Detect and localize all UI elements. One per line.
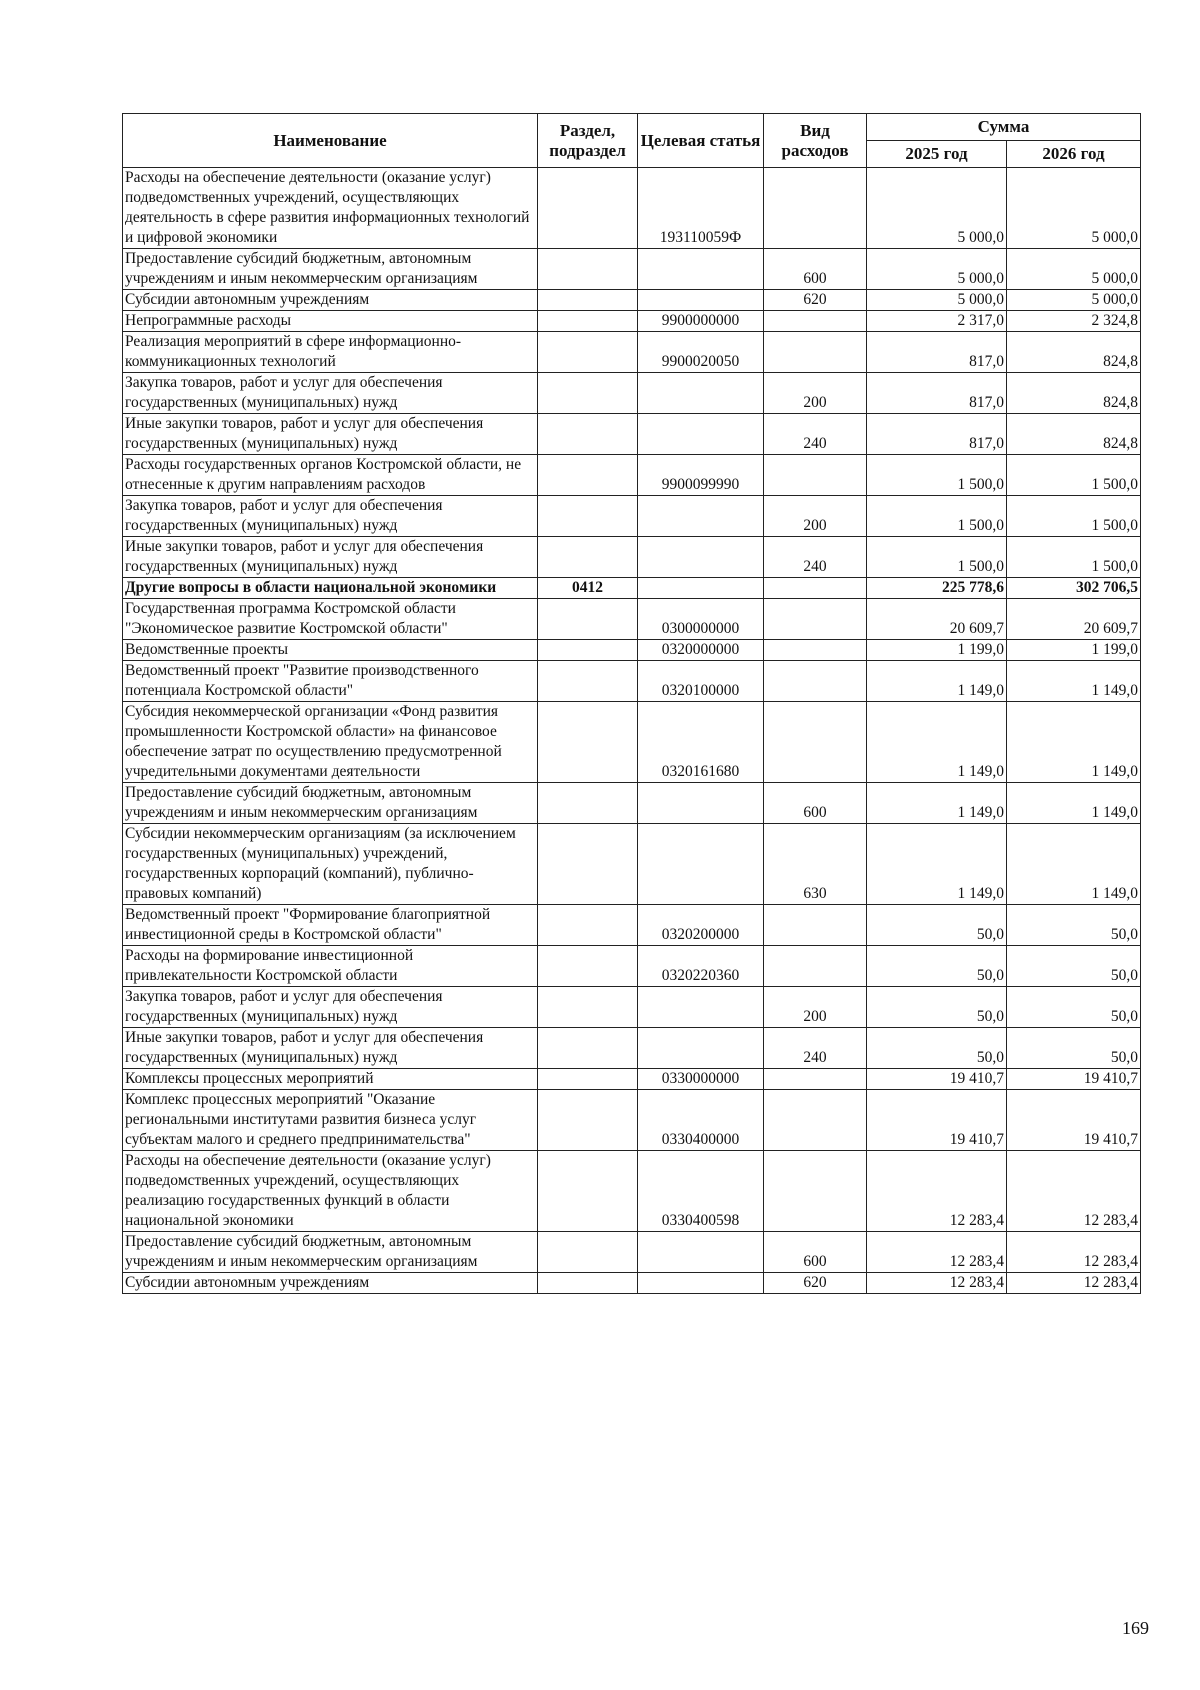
- cell-name: Комплексы процессных мероприятий: [123, 1069, 538, 1090]
- cell-name: Расходы на формирование инвестиционной привлекательности Костромской области: [123, 946, 538, 987]
- cell-article: [638, 578, 764, 599]
- cell-section: [538, 168, 638, 249]
- cell-2025: 1 149,0: [867, 783, 1007, 824]
- cell-expense-type: [764, 311, 867, 332]
- table-row: [123, 168, 1141, 249]
- cell-article: 0330400598: [638, 1151, 764, 1232]
- cell-section: [538, 1151, 638, 1232]
- table-row: [123, 946, 1141, 987]
- cell-name: Закупка товаров, работ и услуг для обеспечения государственных (муниципальных) нужд: [123, 496, 538, 537]
- cell-section: [538, 1273, 638, 1294]
- cell-name: Ведомственные проекты: [123, 640, 538, 661]
- cell-2026: 1 149,0: [1007, 824, 1141, 905]
- cell-2026: 12 283,4: [1007, 1273, 1141, 1294]
- cell-2025: 50,0: [867, 987, 1007, 1028]
- cell-2026: 50,0: [1007, 905, 1141, 946]
- cell-expense-type: [764, 168, 867, 249]
- table-row: [123, 290, 1141, 311]
- cell-article: [638, 290, 764, 311]
- cell-expense-type: [764, 578, 867, 599]
- cell-name: Закупка товаров, работ и услуг для обеспечения государственных (муниципальных) нужд: [123, 987, 538, 1028]
- header-sum: Сумма: [867, 114, 1141, 141]
- table-row: [123, 599, 1141, 640]
- cell-section: [538, 702, 638, 783]
- cell-article: [638, 249, 764, 290]
- cell-expense-type: 240: [764, 1028, 867, 1069]
- cell-name: Ведомственный проект "Развитие производственного потенциала Костромской области": [123, 661, 538, 702]
- cell-article: 9900000000: [638, 311, 764, 332]
- cell-section: [538, 1232, 638, 1273]
- cell-expense-type: 620: [764, 290, 867, 311]
- table-row: [123, 661, 1141, 702]
- cell-name: Предоставление субсидий бюджетным, автономным учреждениям и иным некоммерческим организациям: [123, 783, 538, 824]
- cell-section: [538, 905, 638, 946]
- cell-2026: 2 324,8: [1007, 311, 1141, 332]
- cell-article: [638, 1232, 764, 1273]
- table-row: [123, 640, 1141, 661]
- header-year-2025: 2025 год: [867, 141, 1007, 168]
- cell-2025: 1 500,0: [867, 455, 1007, 496]
- cell-name: Государственная программа Костромской области "Экономическое развитие Костромской области": [123, 599, 538, 640]
- cell-section: [538, 987, 638, 1028]
- cell-2025: 12 283,4: [867, 1151, 1007, 1232]
- cell-section: [538, 661, 638, 702]
- cell-section: [538, 783, 638, 824]
- cell-section: [538, 824, 638, 905]
- budget-table: [122, 113, 1141, 1294]
- cell-2025: 50,0: [867, 905, 1007, 946]
- cell-article: 0330400000: [638, 1090, 764, 1151]
- table-row: [123, 1028, 1141, 1069]
- cell-expense-type: 240: [764, 537, 867, 578]
- cell-2025: 12 283,4: [867, 1273, 1007, 1294]
- cell-name: Иные закупки товаров, работ и услуг для обеспечения государственных (муниципальных) нужд: [123, 414, 538, 455]
- cell-article: [638, 783, 764, 824]
- cell-name: Предоставление субсидий бюджетным, автономным учреждениям и иным некоммерческим организациям: [123, 249, 538, 290]
- table-row: [123, 1232, 1141, 1273]
- cell-article: [638, 414, 764, 455]
- cell-section: [538, 599, 638, 640]
- cell-2026: 12 283,4: [1007, 1232, 1141, 1273]
- cell-expense-type: 600: [764, 1232, 867, 1273]
- cell-2025: 1 199,0: [867, 640, 1007, 661]
- cell-article: 0320161680: [638, 702, 764, 783]
- cell-2026: 12 283,4: [1007, 1151, 1141, 1232]
- table-row: [123, 455, 1141, 496]
- cell-2025: 19 410,7: [867, 1069, 1007, 1090]
- table-row: [123, 1151, 1141, 1232]
- cell-2026: 1 500,0: [1007, 496, 1141, 537]
- cell-2026: 1 149,0: [1007, 702, 1141, 783]
- cell-expense-type: [764, 946, 867, 987]
- cell-article: [638, 496, 764, 537]
- cell-2026: 824,8: [1007, 332, 1141, 373]
- table-row: [123, 702, 1141, 783]
- cell-2026: 5 000,0: [1007, 168, 1141, 249]
- cell-name: Другие вопросы в области национальной экономики: [123, 578, 538, 599]
- table-row: [123, 987, 1141, 1028]
- table-row: [123, 332, 1141, 373]
- cell-expense-type: 620: [764, 1273, 867, 1294]
- cell-article: [638, 824, 764, 905]
- cell-expense-type: 630: [764, 824, 867, 905]
- cell-2025: 12 283,4: [867, 1232, 1007, 1273]
- cell-section: [538, 249, 638, 290]
- cell-name: Комплекс процессных мероприятий "Оказание региональными институтами развития бизнеса услуг субъектам малого и среднего предпринимательства": [123, 1090, 538, 1151]
- cell-section: [538, 946, 638, 987]
- table-row: [123, 373, 1141, 414]
- cell-article: 0320200000: [638, 905, 764, 946]
- table-row: [123, 1069, 1141, 1090]
- cell-expense-type: [764, 702, 867, 783]
- cell-name: Субсидии автономным учреждениям: [123, 1273, 538, 1294]
- cell-name: Субсидии некоммерческим организациям (за исключением государственных (муниципальных) учреждений, государственных корпораций (компаний), публично-правовых компаний): [123, 824, 538, 905]
- cell-expense-type: [764, 1069, 867, 1090]
- cell-2026: 1 149,0: [1007, 661, 1141, 702]
- cell-2026: 50,0: [1007, 946, 1141, 987]
- cell-expense-type: [764, 661, 867, 702]
- cell-2025: 1 149,0: [867, 661, 1007, 702]
- cell-2025: 2 317,0: [867, 311, 1007, 332]
- cell-expense-type: [764, 1151, 867, 1232]
- cell-name: Непрограммные расходы: [123, 311, 538, 332]
- cell-expense-type: [764, 599, 867, 640]
- cell-expense-type: 600: [764, 249, 867, 290]
- cell-name: Иные закупки товаров, работ и услуг для обеспечения государственных (муниципальных) нужд: [123, 537, 538, 578]
- cell-2026: 5 000,0: [1007, 249, 1141, 290]
- cell-2025: 5 000,0: [867, 290, 1007, 311]
- header-name: Наименование: [123, 114, 538, 168]
- table-body: [123, 168, 1141, 1294]
- cell-2026: 20 609,7: [1007, 599, 1141, 640]
- cell-expense-type: [764, 1090, 867, 1151]
- cell-expense-type: [764, 332, 867, 373]
- cell-section: [538, 537, 638, 578]
- cell-expense-type: 200: [764, 496, 867, 537]
- table-row: [123, 537, 1141, 578]
- cell-2025: 20 609,7: [867, 599, 1007, 640]
- cell-section: [538, 640, 638, 661]
- cell-expense-type: 600: [764, 783, 867, 824]
- cell-section: [538, 455, 638, 496]
- cell-article: 9900099990: [638, 455, 764, 496]
- cell-2026: 302 706,5: [1007, 578, 1141, 599]
- cell-2025: 1 500,0: [867, 496, 1007, 537]
- cell-expense-type: 200: [764, 373, 867, 414]
- page-number: 169: [1122, 1618, 1149, 1638]
- cell-article: [638, 1028, 764, 1069]
- cell-2026: 1 149,0: [1007, 783, 1141, 824]
- cell-2025: 5 000,0: [867, 168, 1007, 249]
- table-row: [123, 496, 1141, 537]
- cell-2026: 1 500,0: [1007, 537, 1141, 578]
- table-row: [123, 824, 1141, 905]
- cell-section: [538, 332, 638, 373]
- cell-2026: 824,8: [1007, 373, 1141, 414]
- table-row: [123, 249, 1141, 290]
- cell-expense-type: 200: [764, 987, 867, 1028]
- header-expense-type: Вид расходов: [764, 114, 867, 168]
- cell-expense-type: [764, 905, 867, 946]
- cell-article: 0320000000: [638, 640, 764, 661]
- table-row: [123, 905, 1141, 946]
- cell-expense-type: [764, 640, 867, 661]
- table-row: [123, 1273, 1141, 1294]
- cell-name: Закупка товаров, работ и услуг для обеспечения государственных (муниципальных) нужд: [123, 373, 538, 414]
- cell-name: Субсидия некоммерческой организации «Фонд развития промышленности Костромской области» на финансовое обеспечение затрат по осуществлению предусмотренной учредительными документами деятельности: [123, 702, 538, 783]
- cell-name: Расходы государственных органов Костромской области, не отнесенные к другим направлениям расходов: [123, 455, 538, 496]
- cell-2025: 225 778,6: [867, 578, 1007, 599]
- cell-section: [538, 1069, 638, 1090]
- table-row: [123, 1090, 1141, 1151]
- header-year-2026: 2026 год: [1007, 141, 1141, 168]
- cell-2025: 1 149,0: [867, 824, 1007, 905]
- cell-article: [638, 373, 764, 414]
- cell-section: [538, 414, 638, 455]
- cell-section: [538, 496, 638, 537]
- table-row: [123, 414, 1141, 455]
- cell-article: 193110059Ф: [638, 168, 764, 249]
- cell-section: 0412: [538, 578, 638, 599]
- cell-article: 0320100000: [638, 661, 764, 702]
- cell-article: 0320220360: [638, 946, 764, 987]
- cell-section: [538, 311, 638, 332]
- cell-section: [538, 290, 638, 311]
- cell-name: Субсидии автономным учреждениям: [123, 290, 538, 311]
- cell-section: [538, 373, 638, 414]
- cell-2025: 5 000,0: [867, 249, 1007, 290]
- cell-2025: 817,0: [867, 373, 1007, 414]
- cell-2026: 19 410,7: [1007, 1069, 1141, 1090]
- cell-2026: 1 199,0: [1007, 640, 1141, 661]
- cell-expense-type: [764, 455, 867, 496]
- cell-name: Расходы на обеспечение деятельности (оказание услуг) подведомственных учреждений, осуществляющих деятельность в сфере развития информационных технологий и цифровой экономики: [123, 168, 538, 249]
- cell-article: [638, 1273, 764, 1294]
- cell-2026: 824,8: [1007, 414, 1141, 455]
- cell-2026: 5 000,0: [1007, 290, 1141, 311]
- cell-name: Иные закупки товаров, работ и услуг для обеспечения государственных (муниципальных) нужд: [123, 1028, 538, 1069]
- cell-2026: 19 410,7: [1007, 1090, 1141, 1151]
- cell-2025: 1 149,0: [867, 702, 1007, 783]
- cell-2025: 19 410,7: [867, 1090, 1007, 1151]
- cell-2026: 50,0: [1007, 1028, 1141, 1069]
- cell-2026: 50,0: [1007, 987, 1141, 1028]
- cell-article: 0300000000: [638, 599, 764, 640]
- cell-2025: 1 500,0: [867, 537, 1007, 578]
- cell-expense-type: 240: [764, 414, 867, 455]
- cell-2025: 50,0: [867, 1028, 1007, 1069]
- cell-name: Расходы на обеспечение деятельности (оказание услуг) подведомственных учреждений, осуществляющих реализацию государственных функций в области национальной экономики: [123, 1151, 538, 1232]
- cell-2025: 817,0: [867, 414, 1007, 455]
- cell-section: [538, 1028, 638, 1069]
- cell-2026: 1 500,0: [1007, 455, 1141, 496]
- header-section: Раздел, подраздел: [538, 114, 638, 168]
- cell-article: 0330000000: [638, 1069, 764, 1090]
- cell-name: Реализация мероприятий в сфере информационно-коммуникационных технологий: [123, 332, 538, 373]
- header-article: Целевая статья: [638, 114, 764, 168]
- cell-2025: 817,0: [867, 332, 1007, 373]
- cell-name: Предоставление субсидий бюджетным, автономным учреждениям и иным некоммерческим организациям: [123, 1232, 538, 1273]
- cell-article: [638, 987, 764, 1028]
- table-row: [123, 311, 1141, 332]
- cell-article: [638, 537, 764, 578]
- cell-2025: 50,0: [867, 946, 1007, 987]
- cell-section: [538, 1090, 638, 1151]
- cell-article: 9900020050: [638, 332, 764, 373]
- table-row: [123, 578, 1141, 599]
- cell-name: Ведомственный проект "Формирование благоприятной инвестиционной среды в Костромской области": [123, 905, 538, 946]
- table-row: [123, 783, 1141, 824]
